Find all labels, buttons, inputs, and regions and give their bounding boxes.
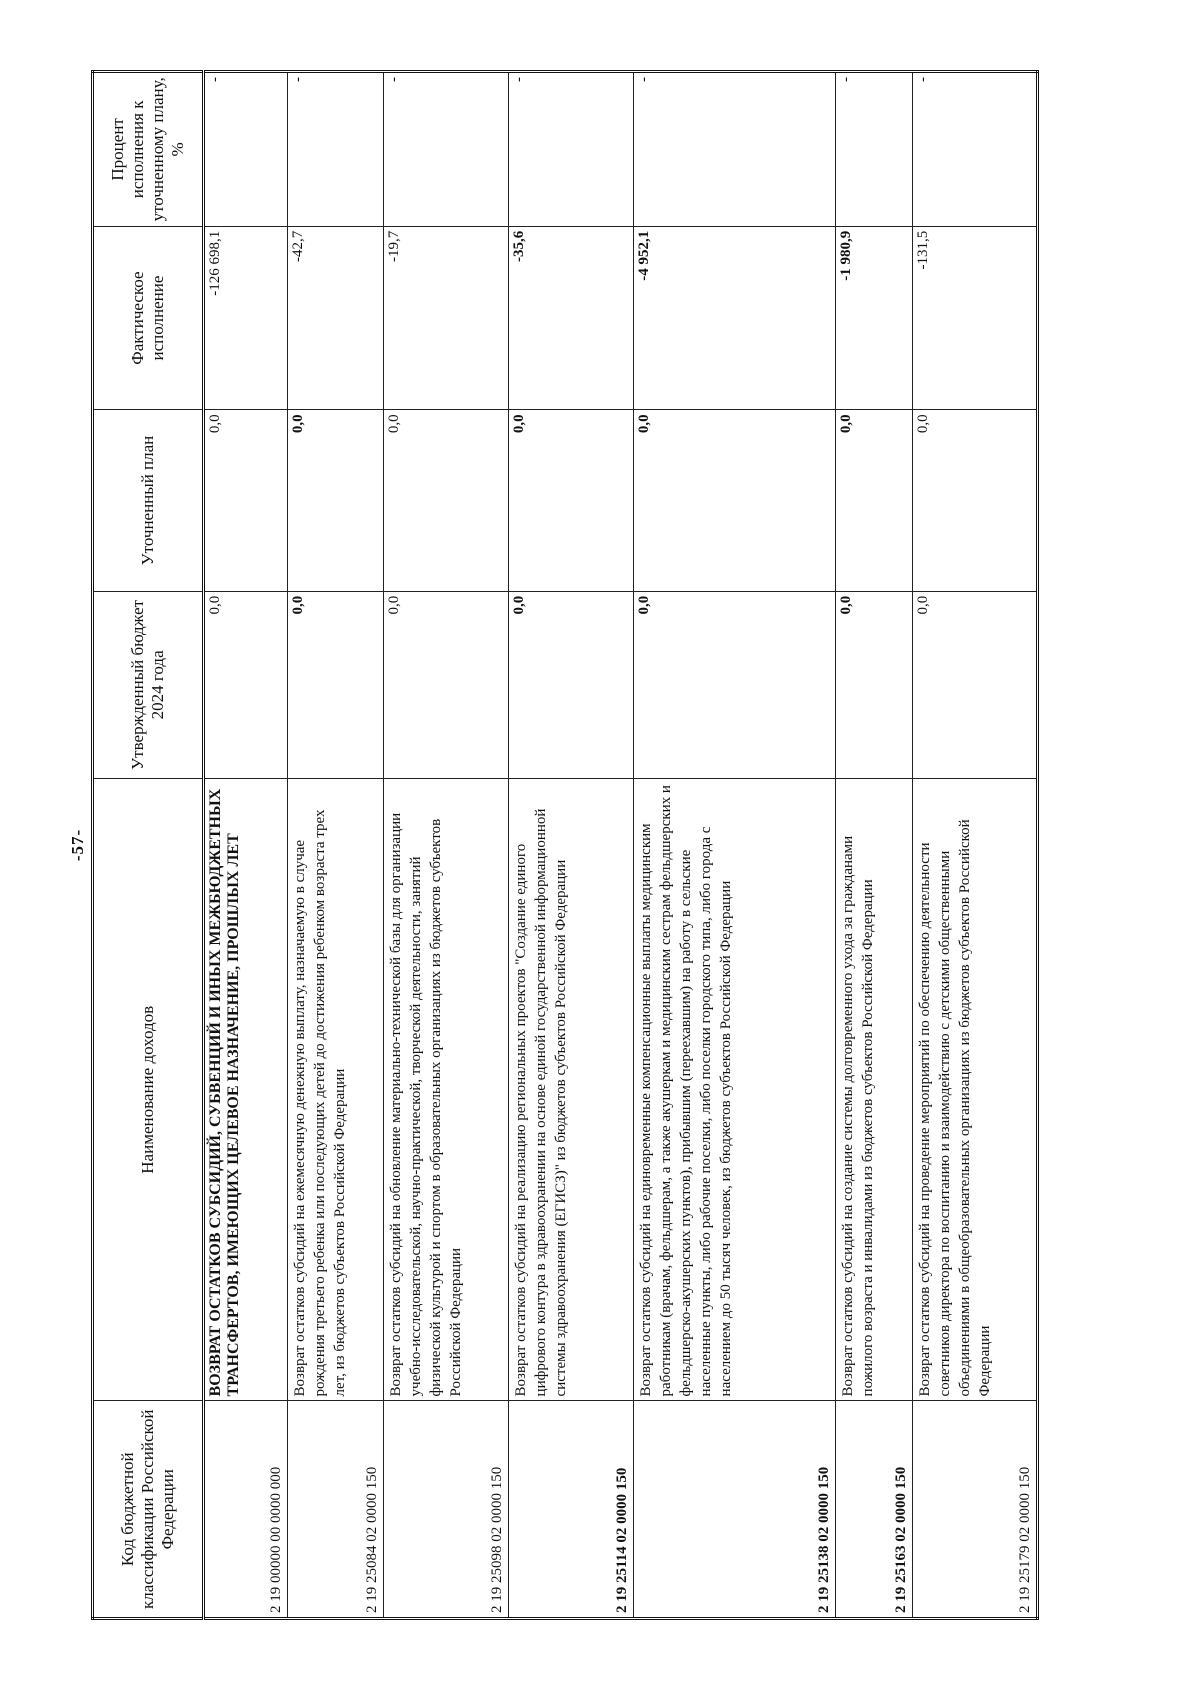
header-name: Наименование доходов: [93, 779, 204, 1401]
row-approved: 0,0: [384, 591, 509, 778]
row-actual: -131,5: [913, 226, 1038, 410]
row-refined: 0,0: [509, 410, 634, 591]
row-refined: 0,0: [836, 410, 913, 591]
row-approved: 0,0: [913, 591, 1038, 778]
header-approved: Утвержденный бюджет 2024 года: [93, 591, 204, 778]
revenue-table: [91, 70, 1039, 1620]
document-page: [65, 70, 1130, 1620]
row-actual: -35,6: [509, 226, 634, 410]
table-row: [634, 72, 836, 1619]
row-actual: -1 980,9: [836, 226, 913, 410]
row-code: 2 19 25098 02 0000 150: [384, 1401, 509, 1619]
row-name: Возврат остатков субсидий на создание системы долговременного ухода за гражданами пожилого возраста и инвалидами из бюджетов субъектов Российской Федерации: [836, 779, 913, 1401]
row-approved: 0,0: [836, 591, 913, 778]
table-row: [204, 72, 288, 1619]
header-percent: Процент исполнения к уточненному плану, %: [93, 72, 204, 227]
row-name: Возврат остатков субсидий на реализацию региональных проектов "Создание единого цифрового контура в здравоохранении на основе единой государственной информационной системы здравоохранения (ЕГИСЗ)" из бюджетов субъектов Российской Федерации: [509, 779, 634, 1401]
row-percent: -: [634, 72, 836, 227]
row-refined: 0,0: [384, 410, 509, 591]
row-actual: -19,7: [384, 226, 509, 410]
row-code: 2 19 25138 02 0000 150: [634, 1401, 836, 1619]
row-refined: 0,0: [634, 410, 836, 591]
row-name: ВОЗВРАТ ОСТАТКОВ СУБСИДИЙ, СУБВЕНЦИЙ И ИНЫХ МЕЖБЮДЖЕТНЫХ ТРАНСФЕРТОВ, ИМЕЮЩИХ ЦЕЛЕВОЕ НАЗНАЧЕНИЕ, ПРОШЛЫХ ЛЕТ: [204, 779, 288, 1401]
row-approved: 0,0: [634, 591, 836, 778]
row-percent: -: [836, 72, 913, 227]
table-row: [288, 72, 384, 1619]
row-name: Возврат остатков субсидий на проведение мероприятий по обеспечению деятельности советников директора по воспитанию и взаимодействию с детскими общественными объединениями в общеобразовательных организациях из бюджетов субъектов Российской Федерации: [913, 779, 1038, 1401]
row-refined: 0,0: [913, 410, 1038, 591]
row-code: 2 19 25163 02 0000 150: [836, 1401, 913, 1619]
row-refined: 0,0: [204, 410, 288, 591]
header-code: Код бюджетной классификации Российской Федерации: [93, 1401, 204, 1619]
table-row: [913, 72, 1038, 1619]
row-percent: -: [288, 72, 384, 227]
row-percent: -: [913, 72, 1038, 227]
row-code: 2 19 00000 00 0000 000: [204, 1401, 288, 1619]
row-approved: 0,0: [204, 591, 288, 778]
table-row: [509, 72, 634, 1619]
row-name: Возврат остатков субсидий на обновление материально-технической базы для организации учебно-исследовательской, научно-практической, творческой деятельности, занятий физической культурой и спортом в образовательных организациях из бюджетов субъектов Российской Федерации: [384, 779, 509, 1401]
table-row: [836, 72, 913, 1619]
row-actual: -4 952,1: [634, 226, 836, 410]
header-actual: Фактическое исполнение: [93, 226, 204, 410]
row-name: Возврат остатков субсидий на ежемесячную денежную выплату, назначаемую в случае рождения третьего ребенка или последующих детей до достижения ребенком возраста трех лет, из бюджетов субъектов Российской Федерации: [288, 779, 384, 1401]
row-approved: 0,0: [509, 591, 634, 778]
row-name: Возврат остатков субсидий на единовременные компенсационные выплаты медицинским работникам (врачам, фельдшерам, а также акушеркам и медицинским сестрам фельдшерских и фельдшерско-акушерских пунктов), прибывшим (переехавшим) на работу в сельские населенные пункты, либо рабочие поселки, либо поселки городского типа, либо города с населением до 50 тысяч человек, из бюджетов субъектов Российской Федерации: [634, 779, 836, 1401]
row-actual: -42,7: [288, 226, 384, 410]
row-actual: -126 698,1: [204, 226, 288, 410]
row-refined: 0,0: [288, 410, 384, 591]
table-header-row: [93, 72, 204, 1619]
table-row: [384, 72, 509, 1619]
row-percent: -: [509, 72, 634, 227]
header-refined: Уточненный план: [93, 410, 204, 591]
row-code: 2 19 25114 02 0000 150: [509, 1401, 634, 1619]
row-percent: -: [204, 72, 288, 227]
page-number: -57-: [68, 828, 87, 862]
row-code: 2 19 25179 02 0000 150: [913, 1401, 1038, 1619]
row-approved: 0,0: [288, 591, 384, 778]
row-code: 2 19 25084 02 0000 150: [288, 1401, 384, 1619]
row-percent: -: [384, 72, 509, 227]
